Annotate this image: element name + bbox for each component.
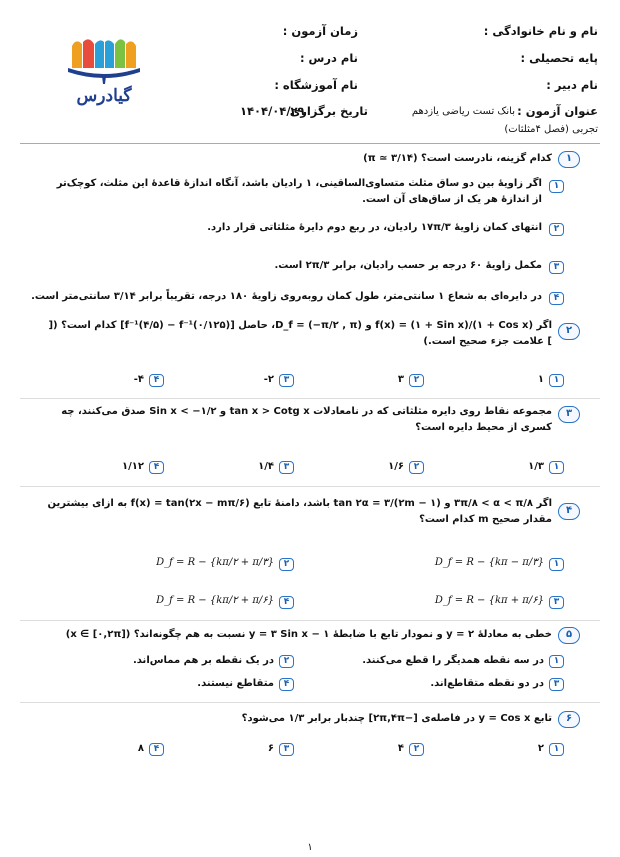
course-label: نام درس : <box>299 51 358 65</box>
q1-option-1-marker[interactable]: ۱ <box>549 180 564 193</box>
exam-title-value: بانک تست ریاضی یازدهم <box>411 106 515 117</box>
grade-label: پایه تحصیلی : <box>520 51 598 65</box>
q2-option-1-text[interactable]: ۱ <box>537 374 544 385</box>
teacher-label: نام دبیر : <box>546 78 598 92</box>
q5-option-1-marker[interactable]: ۱ <box>549 655 564 668</box>
q6-option-1-marker[interactable]: ۱ <box>549 743 564 756</box>
q5-option-4-marker[interactable]: ۴ <box>279 678 294 691</box>
q5-option-1-text[interactable]: در سه نقطه همدیگر را قطع می‌کنند. <box>362 655 544 666</box>
q3-option-4-marker[interactable]: ۴ <box>149 461 164 474</box>
q4-option-3-text[interactable]: D_f = R − {kπ + π/۶} <box>434 595 544 606</box>
q3-option-1-marker[interactable]: ۱ <box>549 461 564 474</box>
q2-option-1-marker[interactable]: ۱ <box>549 374 564 387</box>
q4-option-4-text[interactable]: D_f = R − {kπ/۲ + π/۶} <box>156 595 274 606</box>
question-6-stem: تابع y = Cos x در فاصله‌ی [−۲π,۴π] چندبار برابر ۱/۳ می‌شود؟ <box>241 713 552 724</box>
question-number-3: ۳ <box>558 406 580 423</box>
q1-option-3-marker[interactable]: ۳ <box>549 261 564 274</box>
date-label: تاریخ برگزاری <box>289 104 368 118</box>
q2-option-3-marker[interactable]: ۳ <box>279 374 294 387</box>
q3-option-3-marker[interactable]: ۳ <box>279 461 294 474</box>
exam-title-label: عنوان آزمون : <box>517 104 598 118</box>
question-number-5: ۵ <box>558 627 580 644</box>
q5-option-4-text[interactable]: متقاطع نیستند. <box>197 678 274 689</box>
question-4-stem: اگر ۳π/۸ < α < π/۸ و tan ۲α = ۳/(۲m − ۱) باشد، دامنهٔ تابع f(x) = tan(۲x − mπ/۶) به ازای بیشترین مقدار صحیح m کدام است؟ <box>47 498 552 525</box>
q5-option-3-marker[interactable]: ۳ <box>549 678 564 691</box>
q3-option-3-text[interactable]: ۱/۴ <box>258 461 274 472</box>
page-number: ۱ <box>307 842 313 853</box>
question-3-stem: مجموعه نقاط روی دایره مثلثاتی که در نامعادلات tan x > Cotg x و Sin x < −۱/۲ صدق می‌کنند، چه کسری از محیط دایره است؟ <box>61 406 552 433</box>
question-5-stem: خطی به معادلهٔ y = ۲ و نمودار تابع با ضابطهٔ y = ۳ Sin x − ۱ نسبت به هم چگونه‌اند؟ (x ∈ [۰,۲π]) <box>65 629 552 640</box>
logo <box>64 38 144 112</box>
q1-option-2-text[interactable]: انتهای کمان زاویهٔ ۱۷π/۳ رادیان، در ربع دوم دایرهٔ مثلثاتی قرار دارد. <box>207 222 542 233</box>
q5-option-2-text[interactable]: در یک نقطه بر هم مماس‌اند. <box>132 655 274 666</box>
date-value: ۱۴۰۴/۰۴/۲۹ <box>240 104 305 118</box>
divider <box>20 620 600 621</box>
q1-option-2-marker[interactable]: ۲ <box>549 223 564 236</box>
logo-text: گیادرس <box>76 86 132 106</box>
q1-option-4-marker[interactable]: ۴ <box>549 292 564 305</box>
q6-option-3-text[interactable]: ۶ <box>267 743 274 754</box>
q4-option-2-marker[interactable]: ۲ <box>279 558 294 571</box>
q5-option-3-text[interactable]: در دو نقطه متقاطع‌اند. <box>430 678 544 689</box>
institute-label: نام آموزشگاه : <box>274 78 358 92</box>
q3-option-1-text[interactable]: ۱/۳ <box>528 461 544 472</box>
q2-option-2-marker[interactable]: ۲ <box>409 374 424 387</box>
q4-option-1-marker[interactable]: ۱ <box>549 558 564 571</box>
q1-option-1-text[interactable]: اگر زاویهٔ بین دو ساق مثلث متساوی‌الساقینی، ۱ رادیان باشد، آنگاه اندازهٔ قاعدهٔ این مثلث، کوچک‌تر از اندازهٔ هر یک از ساق‌های آن است. <box>56 178 542 205</box>
q4-option-3-marker[interactable]: ۳ <box>549 596 564 609</box>
header-divider <box>20 143 600 144</box>
q2-option-2-text[interactable]: ۳ <box>397 374 404 385</box>
q4-option-4-marker[interactable]: ۴ <box>279 596 294 609</box>
q6-option-4-marker[interactable]: ۴ <box>149 743 164 756</box>
exam-subtitle: تجربی (فصل ۴مثلثات) <box>504 124 598 135</box>
question-1-stem: کدام گزینه، نادرست است؟ (π ≃ ۳/۱۴) <box>363 153 552 164</box>
q3-option-4-text[interactable]: ۱/۱۲ <box>122 461 144 472</box>
question-number-2: ۲ <box>558 323 580 340</box>
divider <box>20 486 600 487</box>
q6-option-2-text[interactable]: ۴ <box>397 743 404 754</box>
q1-option-4-text[interactable]: در دایره‌ای به شعاع ۱ سانتی‌متر، طول کمان روبه‌روی زاویهٔ ۱۸۰ درجه، تقریباً برابر ۳/۱۴ سانتی‌متر است. <box>31 291 542 302</box>
q6-option-2-marker[interactable]: ۲ <box>409 743 424 756</box>
q3-option-2-text[interactable]: ۱/۶ <box>388 461 404 472</box>
q4-option-2-text[interactable]: D_f = R − {kπ/۲ + π/۳} <box>156 557 274 568</box>
exam-time-label: زمان آزمون : <box>282 24 358 38</box>
q6-option-3-marker[interactable]: ۳ <box>279 743 294 756</box>
q1-option-3-text[interactable]: مکمل زاویهٔ ۶۰ درجه بر حسب رادیان، برابر ۲π/۳ است. <box>274 260 542 271</box>
q6-option-1-text[interactable]: ۲ <box>537 743 544 754</box>
q4-option-1-text[interactable]: D_f = R − {kπ − π/۳} <box>434 557 544 568</box>
question-number-1: ۱ <box>558 151 580 168</box>
q5-option-2-marker[interactable]: ۲ <box>279 655 294 668</box>
q2-option-4-marker[interactable]: ۴ <box>149 374 164 387</box>
divider <box>20 398 600 399</box>
student-name-label: نام و نام خانوادگی : <box>483 24 598 38</box>
q3-option-2-marker[interactable]: ۲ <box>409 461 424 474</box>
q2-option-4-text[interactable]: -۴ <box>133 374 144 385</box>
q2-option-3-text[interactable]: -۲ <box>263 374 274 385</box>
question-number-4: ۴ <box>558 503 580 520</box>
divider <box>20 702 600 703</box>
q6-option-4-text[interactable]: ۸ <box>137 743 144 754</box>
question-2-stem: اگر f(x) = (۱ + Sin x)/(۱ + Cos x) و D_f = (−π/۲ , π)، حاصل [f⁻¹(۴/۵) − f⁻¹(۰/۱۲۵)] کدام است؟ ([ ] علامت جزء صحیح است.) <box>48 320 552 347</box>
question-number-6: ۶ <box>558 711 580 728</box>
